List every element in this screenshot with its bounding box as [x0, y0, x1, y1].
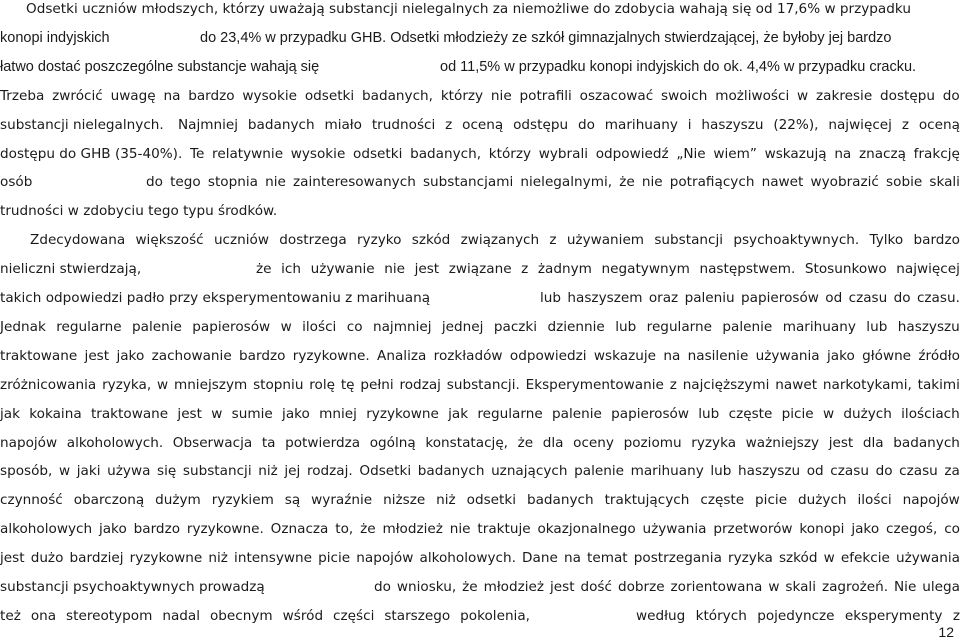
text-segment: substancji nielegalnych.: [0, 116, 164, 133]
text-segment: Te relatywnie wysokie odsetki badanych, którzy wybrali odpowiedź „Nie wiem” wskazują na znaczą frakcję: [190, 145, 960, 162]
text-segment: według których pojedyncze eksperymenty z: [636, 607, 960, 624]
text-segment: Odsetki uczniów młodszych, którzy uważają substancji nielegalnych za niemożliwe do zdobycia wahają się od 17,6% w przypadku: [26, 1, 911, 17]
text-line: jak kokaina traktowane jest w sumie jako mniej ryzykowne jak regularne palenie papierosów lub częste picie w dużych ilościach: [0, 405, 960, 422]
text-segment: że ich używanie nie jest związane z żadnym negatywnym następstwem. Stosunkowo najwięcej: [256, 261, 960, 278]
text-line: zróżnicowania ryzyka, w mniejszym stopniu rolę tę pełni rodzaj substancji. Eksperymentowanie z najcięższymi nawet narkotykami, takimi: [0, 376, 960, 393]
text-segment: osób: [0, 174, 33, 191]
text-line: sposób, w jaki używa się substancji niż jej rodzaj. Odsetki badanych uznających palenie marihuany lub haszyszu od czasu do czasu za: [0, 463, 960, 480]
text-segment: substancji psychoaktywnych prowadzą: [0, 579, 265, 595]
text-segment: takich odpowiedzi padło przy eksperymentowaniu z marihuaną: [0, 290, 431, 306]
text-segment: nieliczni stwierdzają,: [0, 261, 142, 278]
text-segment: od 11,5% w przypadku konopi indyjskich do ok. 4,4% w przypadku cracku.: [440, 58, 917, 75]
text-segment: lub haszyszem oraz paleniu papierosów od czasu do czasu.: [540, 290, 960, 306]
text-line: jest dużo bardziej ryzykowne niż intensywne picie napojów alkoholowych. Dane na temat postrzegania ryzyka szkód w efekcie używania: [0, 550, 960, 567]
text-segment: też ona stereotypom nadal obecnym wśród części starszego pokolenia,: [0, 607, 530, 624]
text-segment: Zdecydowana większość uczniów dostrzega ryzyko szkód związanych z używaniem substancji psychoaktywnych. Tylko bardzo: [30, 232, 960, 249]
text-line: czynność obarczoną dużym ryzykiem są wyraźnie niższe niż odsetki badanych traktujących częste picie dużych ilości napojów: [0, 492, 960, 509]
text-segment: konopi indyjskich: [0, 29, 110, 46]
text-segment: Najmniej badanych miało trudności z oceną odstępu do marihuany i haszyszu (22%), najwięcej z oceną: [178, 116, 960, 133]
text-segment: do 23,4% w przypadku GHB. Odsetki młodzieży ze szkół gimnazjalnych stwierdzającej, że byłoby jej bardzo: [200, 29, 892, 46]
text-segment: łatwo dostać poszczególne substancje wahają się: [0, 58, 320, 75]
text-line: alkoholowych jako bardzo ryzykowne. Oznacza to, że młodzież nie traktuje okazjonalnego używania przetworów konopi jako czegoś, co: [0, 521, 960, 538]
text-line: traktowane jest jako zachowanie bardzo ryzykowne. Analiza rozkładów odpowiedzi wskazuje na nasilenie używania jako główne źródło: [0, 347, 960, 364]
page-number: 12: [938, 624, 954, 640]
text-line: Jednak regularne palenie papierosów w ilości co najmniej jednej paczki dziennie lub regularne palenie marihuany lub haszyszu: [0, 318, 960, 335]
text-segment: do tego stopnia nie zainteresowanych substancjami nielegalnymi, że nie potrafiących nawet wyobrazić sobie skali: [146, 174, 960, 191]
text-segment: dostępu do GHB (35-40%).: [0, 145, 183, 162]
text-segment: do wniosku, że młodzież jest dość dobrze zorientowana w skali zagrożeń. Nie ulega: [374, 579, 960, 595]
text-line: napojów alkoholowych. Obserwacja ta potwierdza ogólną konstatację, że dla oceny poziomu ryzyka ważniejszy jest dla badanych: [0, 434, 960, 451]
text-segment: trudności w zdobyciu tego typu środków.: [0, 203, 278, 220]
text-line: Trzeba zwrócić uwagę na bardzo wysokie odsetki badanych, którzy nie potrafili oszacować swoich możliwości w zakresie dostępu do: [0, 87, 960, 104]
